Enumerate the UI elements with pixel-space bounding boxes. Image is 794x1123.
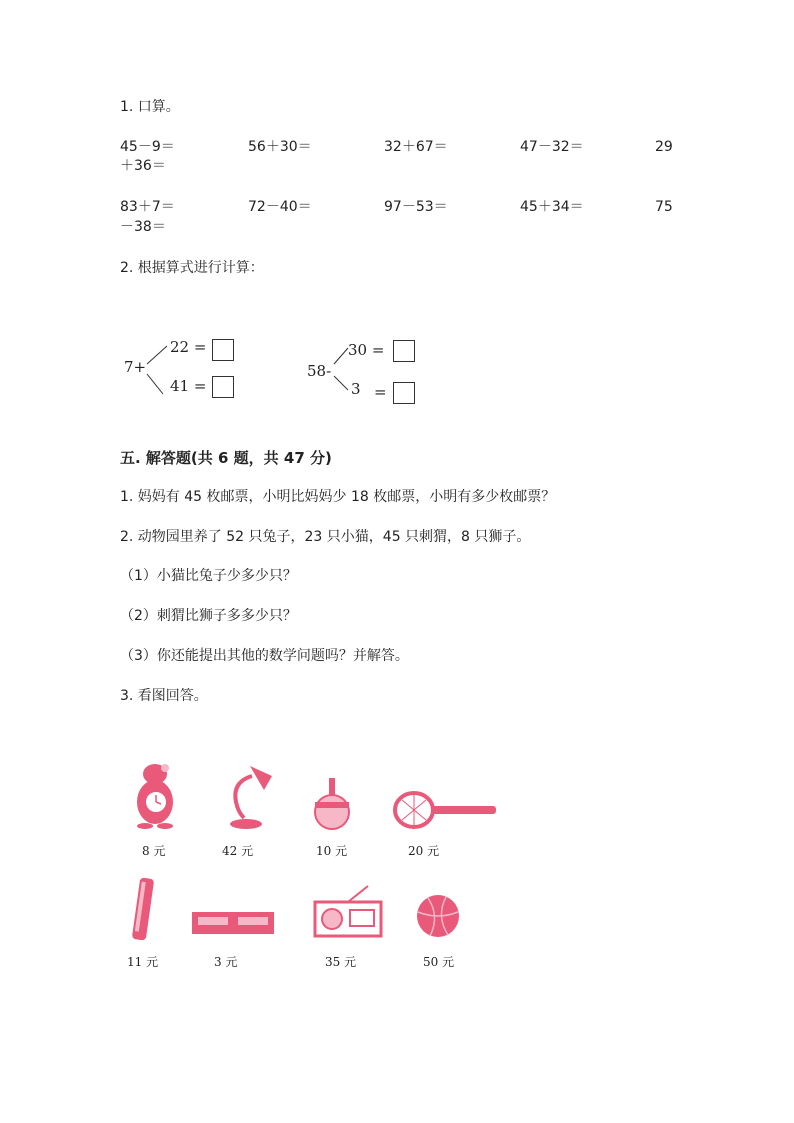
question-3: 3. 看图回答。 [120,688,208,704]
price-label: 3 元 [214,955,238,969]
answer-box[interactable] [393,382,415,404]
equation: 56＋30＝ [248,139,312,155]
tennis-racket-icon [392,790,500,830]
equation: 83＋7＝ [120,199,175,215]
ping-pong-paddle-icon [312,776,352,832]
section-2-title: 2. 根据算式进行计算： [120,260,264,276]
equation: 97－53＝ [384,199,448,215]
diagram-2-bottom: 3 [351,380,361,398]
price-label: 35 元 [325,955,357,969]
equation: 72－40＝ [248,199,312,215]
section-1-title: 1. 口算。 [120,99,180,115]
basketball-icon [414,892,464,942]
question-2-1: （1）小猫比兔子少多少只？ [120,568,297,584]
equation: 45－9＝ [120,139,175,155]
branch-lines [145,342,173,402]
equation: 75 [655,199,673,215]
pencil-box-icon [190,908,276,938]
equation-wrap: ＋36＝ [120,158,166,174]
question-1: 1. 妈妈有 45 枚邮票，小明比妈妈少 18 枚邮票，小明有多少枚邮票？ [120,489,556,505]
price-label: 50 元 [423,955,455,969]
price-label: 20 元 [408,844,440,858]
question-2-2: （2）刺猬比狮子多多少只？ [120,608,297,624]
desk-lamp-icon [220,762,276,830]
price-label: 8 元 [142,844,166,858]
price-label: 11 元 [127,955,159,969]
diagram-1-lead: 7+ [124,358,147,376]
equation: 29 [655,139,673,155]
radio-icon [312,884,384,940]
diagram-2-top: 30 = [348,341,385,359]
part-5-title: 五. 解答题(共 6 题，共 47 分) [120,449,332,467]
equation: 45＋34＝ [520,199,584,215]
question-2-3: （3）你还能提出其他的数学问题吗？并解答。 [120,648,409,664]
diagram-2-lead: 58- [307,362,332,380]
answer-box[interactable] [393,340,415,362]
question-2: 2. 动物园里养了 52 只兔子，23 只小猫，45 只刺猬，8 只狮子。 [120,529,531,545]
diagram-2-bottom-eq: = [374,383,387,401]
diagram-1-bottom: 41 = [170,377,207,395]
diagram-1-top: 22 = [170,338,207,356]
equation: 47－32＝ [520,139,584,155]
penguin-clock-icon [133,760,179,830]
pen-icon [126,874,160,946]
answer-box[interactable] [212,376,234,398]
equation: 32＋67＝ [384,139,448,155]
equation-wrap: －38＝ [120,219,166,235]
price-label: 10 元 [316,844,348,858]
price-label: 42 元 [222,844,254,858]
answer-box[interactable] [212,339,234,361]
